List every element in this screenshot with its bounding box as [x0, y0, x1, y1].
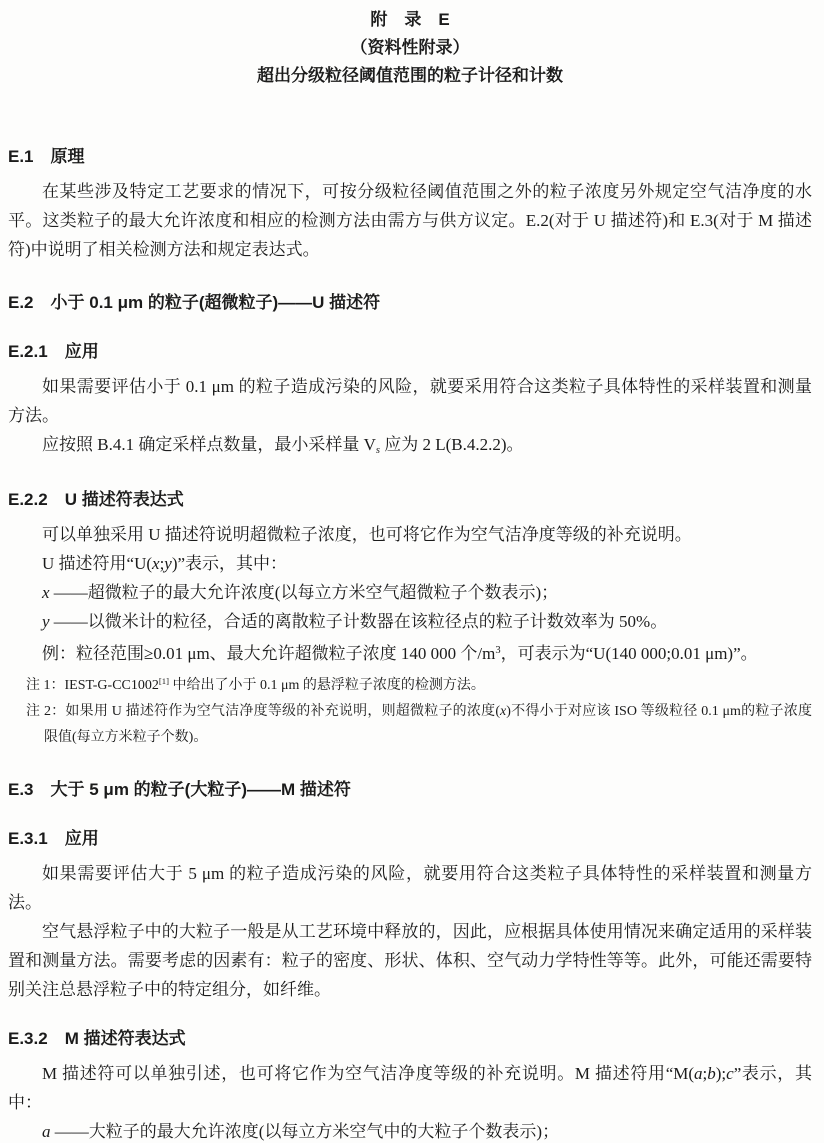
- definition-a: [8, 1117, 812, 1143]
- heading-e2-2: E.2.2 U 描述符表达式: [8, 490, 184, 510]
- heading-e3: E.3 大于 5 μm 的粒子(大粒子)——M 描述符: [8, 779, 351, 799]
- appendix-title-block: [8, 6, 812, 90]
- note-1-reference: IEST-G-CC1002: [64, 677, 159, 693]
- variable-b: b: [707, 1063, 716, 1083]
- appendix-type-label: （资料性附录）: [350, 38, 470, 57]
- paragraph-e3-1-application: 如果需要评估大于 5 μm 的粒子造成污染的风险，就要用符合这类粒子具体特性的采样装置和测量方法。: [8, 863, 812, 912]
- definition-y-text: ——以微米计的粒径，合适的离散粒子计数器在该粒径点的粒子计数效率为 50%。: [49, 612, 668, 632]
- definition-a-text: ——大粒子的最大允许浓度(以每立方米空气中的大粒子个数表示)；: [50, 1121, 560, 1141]
- paragraph-m-descriptor-expression: [8, 1059, 812, 1117]
- note-1-text: 中给出了小于 0.1 μm 的悬浮粒子浓度的检测方法。: [169, 677, 485, 693]
- sampling-text-pre: 应按照 B.4.1 确定采样点数量，最小采样量 V: [42, 435, 376, 454]
- heading-e2: E.2 小于 0.1 μm 的粒子(超微粒子)——U 描述符: [8, 293, 381, 312]
- superscript-cubed: 3: [495, 645, 501, 657]
- appendix-title: 附 录 E: [370, 10, 450, 29]
- note-2: [8, 699, 812, 751]
- variable-y: y: [42, 612, 50, 632]
- variable-a: a: [42, 1121, 51, 1141]
- definition-x-text: ——超微粒子的最大允许浓度(以每立方米空气超微粒子个数表示)；: [49, 583, 559, 603]
- heading-e2-1: E.2.1 应用: [8, 342, 99, 361]
- m-expr-sep2: );: [715, 1063, 727, 1083]
- paragraph-e2-1-sampling: [8, 430, 812, 465]
- note-2-text-post: )不得小于对应该 ISO 等级粒径 0.1 μm的粒子浓度限值(每立方米粒子个数)。: [44, 703, 812, 745]
- paragraph-e2-2-intro: 可以单独采用 U 描述符说明超微粒子浓度，也可将它作为空气洁净度等级的补充说明。: [42, 525, 692, 545]
- paragraph-e1-principle: 在某些涉及特定工艺要求的情况下，可按分级粒径阈值范围之外的粒子浓度另外规定空气洁净度的水平。这类粒子的最大允许浓度和相应的检测方法由需方与供方议定。E.2(对于 U 描述符)和 E.3(对于 M 描述符)中说明了相关检测方法和规定表达式。: [8, 182, 812, 259]
- example-text-pre: 例：粒径范围≥0.01 μm、最大允许超微粒子浓度 140 000 个/m: [42, 643, 496, 663]
- variable-y: y: [164, 554, 172, 574]
- variable-c: c: [726, 1063, 734, 1083]
- note-2-label: 注 2：: [26, 703, 66, 719]
- note-1-label: 注 1：: [26, 677, 65, 693]
- superscript-citation-1: [1]: [158, 675, 170, 686]
- u-expr-post: )”表示，其中：: [171, 554, 288, 574]
- variable-x: x: [152, 554, 160, 574]
- definition-x: [8, 578, 812, 607]
- u-expr-pre: U 描述符用“U(: [42, 554, 153, 574]
- variable-a: a: [694, 1063, 703, 1083]
- paragraph-u-descriptor-expression: [8, 549, 812, 578]
- note-2-text-pre: 如果用 U 描述符作为空气洁净度等级的补充说明，则超微粒子的浓度(: [65, 703, 501, 719]
- heading-e3-1: E.3.1 应用: [8, 828, 99, 848]
- m-expr-sep1: ;: [702, 1063, 708, 1083]
- definition-y: [8, 607, 812, 636]
- variable-x: x: [500, 703, 507, 719]
- subscript-s: s: [375, 445, 380, 457]
- paragraph-e3-1-factors: 空气悬浮粒子中的大粒子一般是从工艺环境中释放的，因此，应根据具体使用情况来确定适用的采样装置和测量方法。需要考虑的因素有：粒子的密度、形状、体积、空气动力学特性等等。此外，可能还需要特别关注总悬浮粒子中的特定组分，如纤维。: [8, 921, 812, 999]
- heading-e1: E.1 原理: [8, 147, 85, 166]
- m-expr-pre: M 描述符可以单独引述，也可将它作为空气洁净度等级的补充说明。M 描述符用“M(: [42, 1063, 695, 1083]
- note-1: [8, 668, 812, 699]
- paragraph-e2-1-application: 如果需要评估小于 0.1 μm 的粒子造成污染的风险，就要采用符合这类粒子具体特性的采样装置和测量方法。: [8, 377, 812, 425]
- appendix-subject-title: 超出分级粒径阈值范围的粒子计径和计数: [257, 66, 563, 85]
- sampling-text-post: 应为 2 L(B.4.2.2)。: [379, 435, 524, 454]
- m-expr-post: ”表示，其中：: [8, 1063, 812, 1112]
- example-text-post: ，可表示为“U(140 000;0.01 μm)”。: [500, 643, 758, 663]
- heading-e3-2: E.3.2 M 描述符表达式: [8, 1028, 186, 1048]
- variable-x: x: [42, 583, 50, 603]
- example-u-descriptor: [8, 636, 812, 668]
- u-expr-separator: ;: [159, 554, 165, 574]
